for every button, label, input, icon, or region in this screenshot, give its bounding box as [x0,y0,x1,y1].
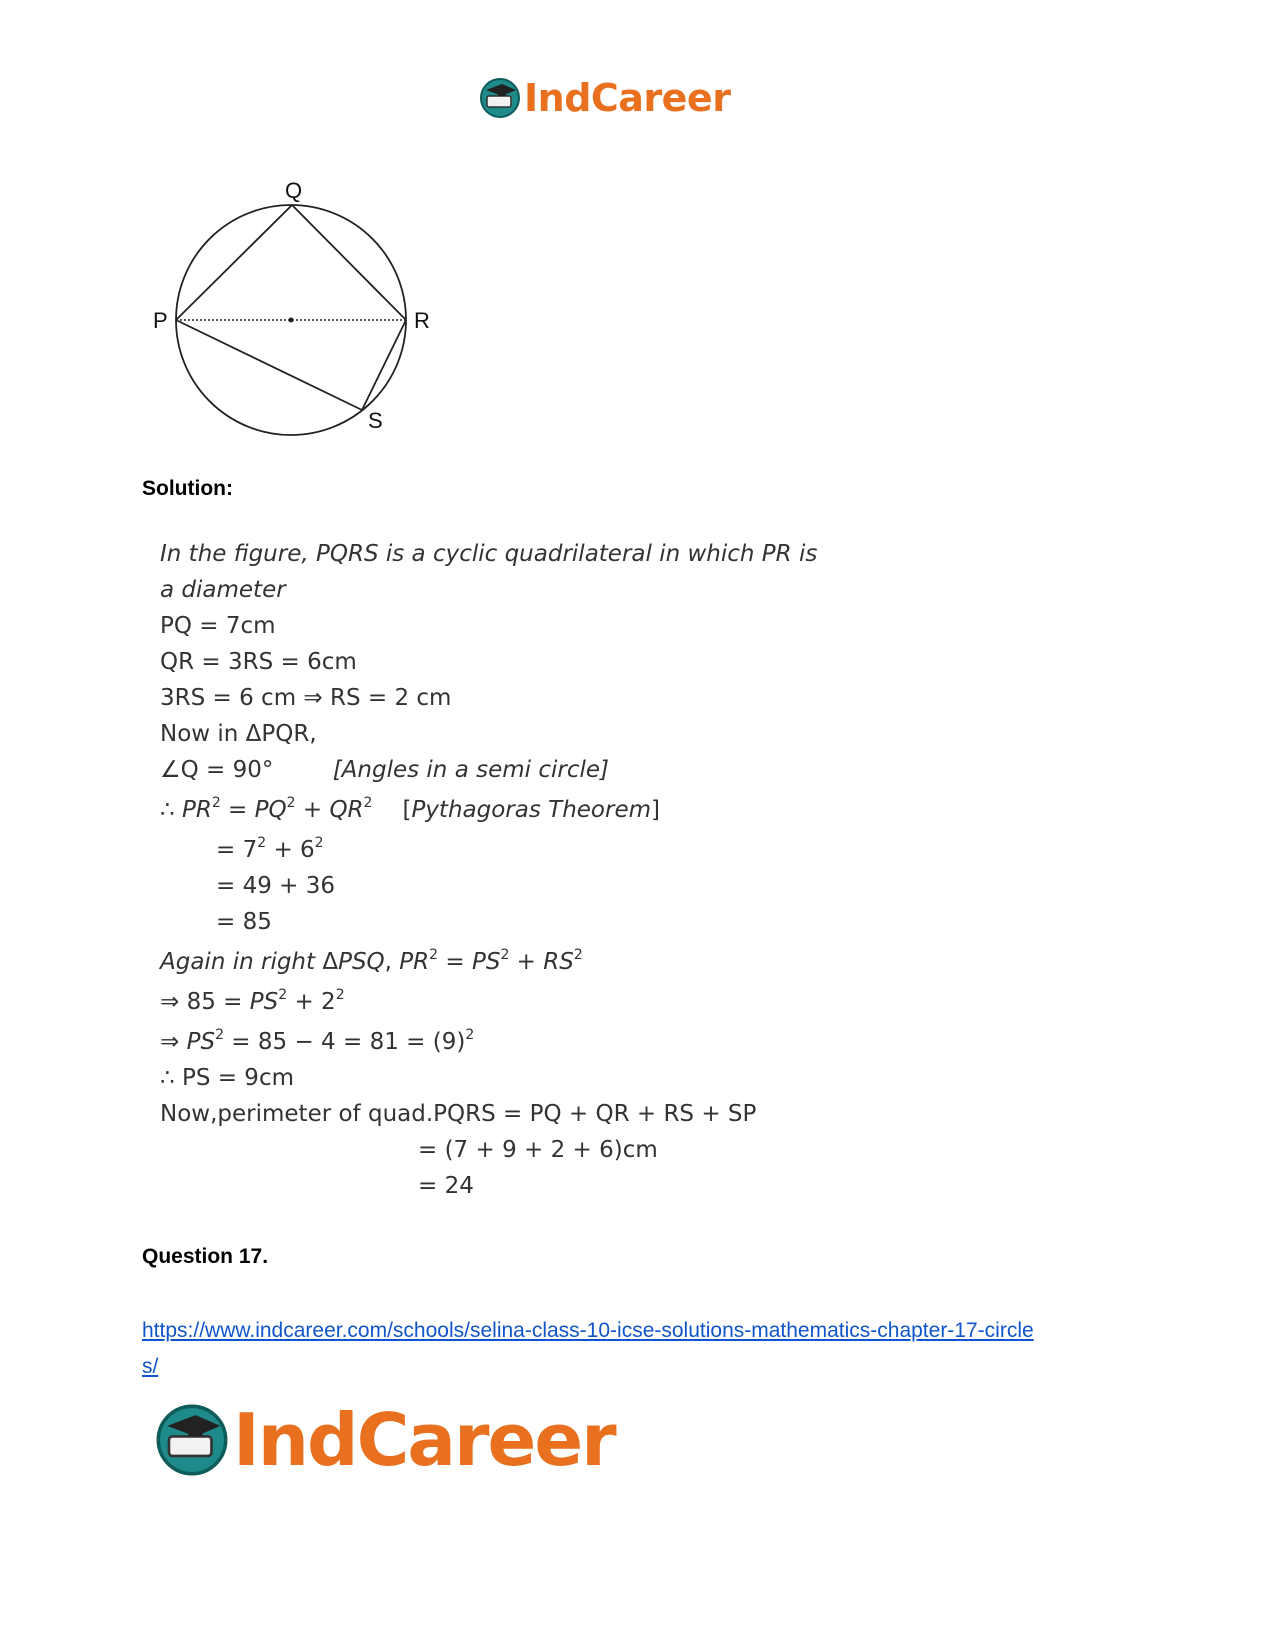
angle-reason: [Angles in a semi circle] [332,757,609,783]
question-heading: Question 17. [142,1245,269,1268]
calc-line: ⇒ $PS^2 = 85 - 4 = 81 = (9)^2$ [160,1027,475,1055]
solution-line: = 49 + 36 [216,873,336,899]
footer-logo [153,1398,615,1482]
header-logo-text: IndCareer [524,76,731,120]
solution-body [160,536,1060,1204]
logo-icon [153,1401,231,1479]
side-rs [362,320,406,410]
solution-line [160,752,1060,788]
solution-line: Now in ΔPQR, [160,721,317,747]
solution-heading: Solution: [142,477,233,500]
logo-icon [478,76,522,120]
label-q: Q [285,178,303,203]
footer-logo-text: IndCareer [233,1398,615,1482]
label-r: R [414,308,430,333]
cyclic-quadrilateral-figure [140,170,450,440]
solution-line: = (7 + 9 + 2 + 6)cm [418,1137,658,1163]
header-logo [478,76,730,120]
solution-line: Now,perimeter of quad.PQRS = PQ + QR + RS + SP [160,1101,757,1127]
solution-line: ∴ PS = 9cm [160,1065,294,1091]
source-link-line[interactable]: s/ [142,1355,159,1378]
angle-statement: ∠Q = 90° [160,757,274,783]
side-pq [176,205,292,320]
label-s: S [368,408,383,433]
right-triangle-line: Again in right ΔPSQ, $PR^2 = PS^2 + RS^2$ [160,947,583,975]
side-sp [176,320,362,410]
label-p: P [153,308,168,333]
solution-line: PQ = 7cm [160,613,276,639]
solution-line: In the figure, PQRS is a cyclic quadrilateral in which PR is [160,541,818,567]
solution-line: = 85 [216,909,272,935]
source-link-line[interactable]: https://www.indcareer.com/schools/selina-class-10-icse-solutions-mathematics-chapter-17-circle [142,1319,1034,1342]
side-qr [292,205,406,320]
calc-line: = $7^2 + 6^2$ [216,835,324,863]
calc-line: ⇒ $85 = PS^2 + 2^2$ [160,987,345,1015]
solution-line: QR = 3RS = 6cm [160,649,357,675]
solution-line: a diameter [160,577,286,603]
solution-line: 3RS = 6 cm ⇒ RS = 2 cm [160,685,452,711]
solution-line: = 24 [418,1173,474,1199]
pythagoras-line: ∴ $PR^2 = PQ^2 + QR^2$ [Pythagoras Theorem] [160,795,660,823]
center-point [289,318,294,323]
source-link[interactable] [142,1313,1142,1385]
